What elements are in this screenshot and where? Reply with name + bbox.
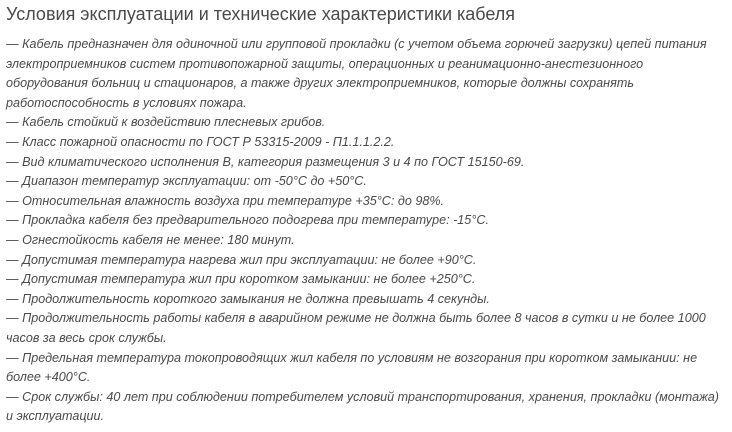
spec-item-ignition-limit: — Предельная температура токопроводящих жил кабеля по условиям не возгорания при коротком замыкании: не более +400°C. [6, 350, 698, 385]
spec-item-emergency-mode: — Продолжительность работы кабеля в аварийном режиме не должна быть более 8 часов в сутки и не более 1000 часов за весь срок службы. [6, 311, 706, 345]
spec-item-purpose: — Кабель предназначен для одиночной или групповой прокладки (с учетом объема горючей загрузки) цепей питания электроприемников систем противопожарной защиты, операционных и реанимационно-анестезионного оборудования больниц и стационаров, а также других электроприемников, которые должны сохранять работоспособность в условиях пожара. [6, 37, 707, 110]
spec-item-climate-version: — Вид климатического исполнения В, категория размещения 3 и 4 по ГОСТ 15150-69. [6, 154, 525, 169]
spec-item-fire-resistance: — Огнестойкость кабеля не менее: 180 минут. [6, 232, 295, 247]
page-title: Условия эксплуатации и технические характеристики кабеля [6, 4, 516, 24]
spec-list [6, 35, 728, 427]
spec-item-operating-temperature: — Диапазон температур эксплуатации: от -50°C до +50°C. [6, 174, 367, 189]
spec-item-humidity: — Относительная влажность воздуха при температуре +35°C: до 98%. [6, 193, 445, 208]
spec-item-laying-temperature: — Прокладка кабеля без предварительного подогрева при температуре: -15°C. [6, 213, 489, 228]
spec-item-service-life: — Срок службы: 40 лет при соблюдении потребителем условий транспортирования, хранения, прокладки (монтажа) и эксплуатации. [6, 389, 719, 424]
spec-item-short-circuit-duration: — Продолжительность короткого замыкания не должна превышать 4 секунды. [6, 291, 490, 306]
spec-item-fungus-resistance: — Кабель стойкий к воздействию плесневых грибов. [6, 115, 326, 130]
spec-item-short-circuit-temperature: — Допустимая температура жил при коротком замыкании: не более +250°C. [6, 272, 476, 287]
spec-item-fire-class: — Класс пожарной опасности по ГОСТ Р 53315-2009 - П1.1.1.2.2. [6, 134, 395, 149]
spec-item-conductor-heating: — Допустимая температура нагрева жил при эксплуатации: не более +90°C. [6, 252, 477, 267]
